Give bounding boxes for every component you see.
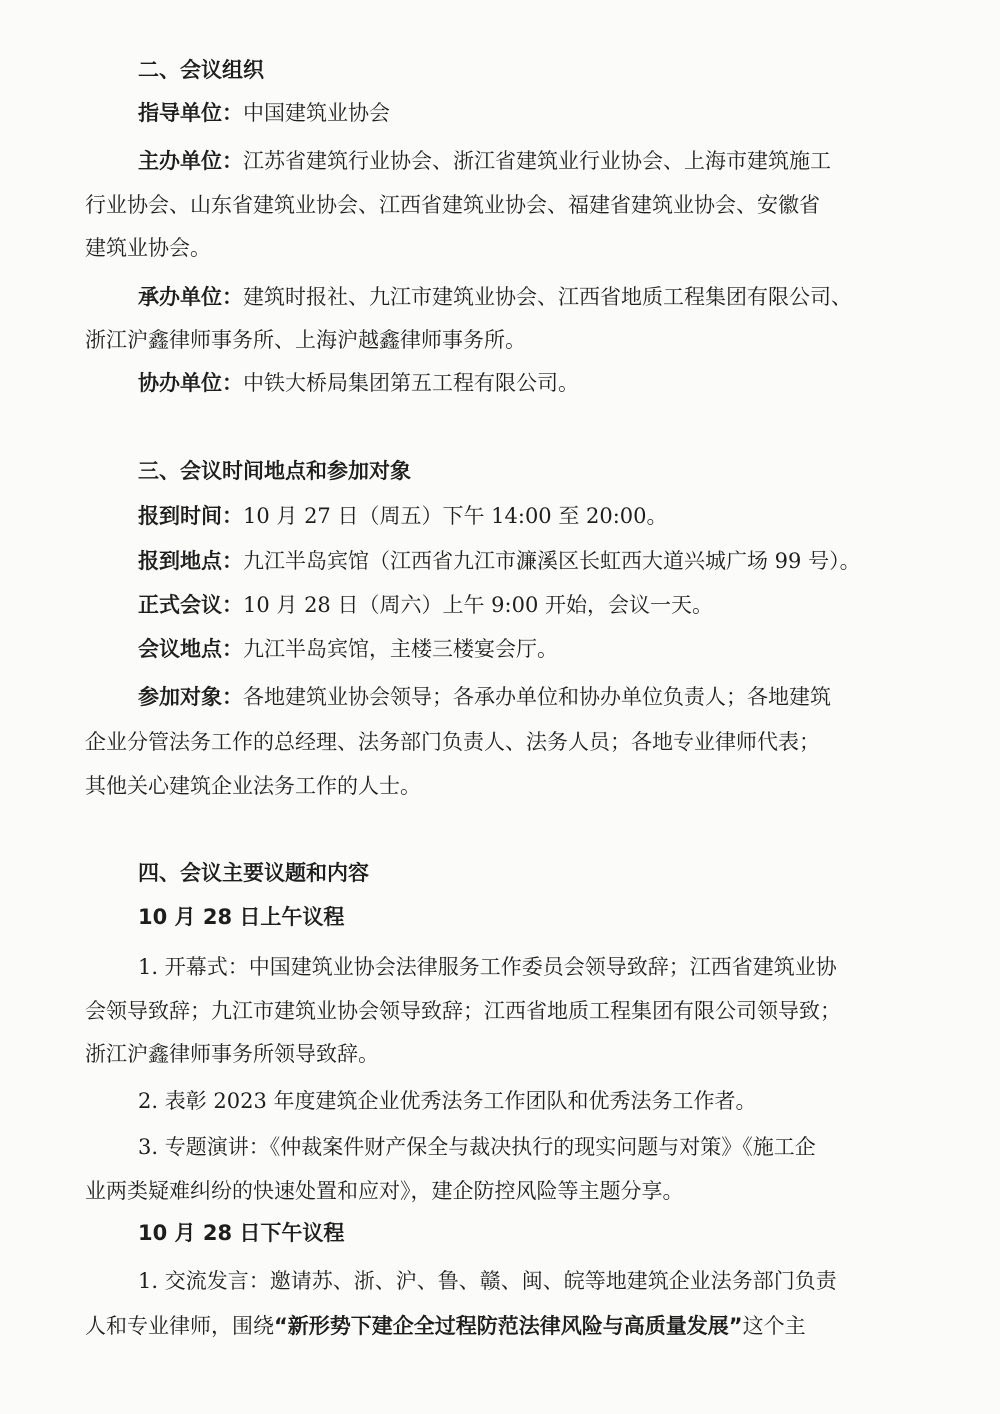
paragraph-line — [85, 1311, 806, 1341]
field-value: 九江半岛宾馆（江西省九江市濂溪区长虹西大道兴城广场 99 号）。 — [243, 549, 861, 573]
meeting-time-line — [138, 590, 713, 620]
text-run: 这个主 — [742, 1314, 806, 1338]
paragraph-line: 业两类疑难纠纷的快速处置和应对》，建企防控风险等主题分享。 — [85, 1179, 684, 1203]
paragraph-line: 会领导致辞；九江市建筑业协会领导致辞；江西省地质工程集团有限公司领导致； — [85, 999, 841, 1023]
paragraph-line: 浙江沪鑫律师事务所领导致辞。 — [85, 1042, 379, 1066]
agenda-item: 2. 表彰 2023 年度建筑企业优秀法务工作团队和优秀法务工作者。 — [138, 1089, 757, 1113]
text-run: 人和专业律师，围绕 — [85, 1314, 274, 1338]
paragraph-line: 行业协会、山东省建筑业协会、江西省建筑业协会、福建省建筑业协会、安徽省 — [85, 193, 820, 217]
venue-line — [138, 634, 558, 664]
paragraph-line: 企业分管法务工作的总经理、法务部门负责人、法务人员；各地专业律师代表； — [85, 730, 820, 754]
host-unit-line — [138, 146, 831, 176]
field-value: 中国建筑业协会 — [243, 101, 390, 125]
field-value: 江苏省建筑行业协会、浙江省建筑业行业协会、上海市建筑施工 — [243, 149, 831, 173]
checkin-place-line — [138, 546, 861, 576]
field-value: 10 月 27 日（周五）下午 14:00 至 20:00。 — [243, 504, 668, 528]
agenda-item: 3. 专题演讲：《仲裁案件财产保全与裁决执行的现实问题与对策》《施工企 — [138, 1135, 816, 1159]
paragraph-line: 其他关心建筑企业法务工作的人士。 — [85, 774, 421, 798]
field-value: 九江半岛宾馆，主楼三楼宴会厅。 — [243, 637, 558, 661]
section-heading: 四、会议主要议题和内容 — [138, 861, 369, 885]
field-value: 10 月 28 日（周六）上午 9:00 开始，会议一天。 — [243, 593, 713, 617]
field-label: 协办单位： — [138, 371, 243, 395]
field-value: 各地建筑业协会领导；各承办单位和协办单位负责人；各地建筑 — [243, 685, 831, 709]
agenda-subheading: 10 月 28 日上午议程 — [138, 905, 345, 929]
field-label: 报到地点： — [138, 549, 243, 573]
co-organizer-line — [138, 368, 579, 398]
field-label: 正式会议： — [138, 593, 243, 617]
agenda-item: 1. 开幕式：中国建筑业协会法律服务工作委员会领导致辞；江西省建筑业协 — [138, 955, 837, 979]
attendees-line — [138, 682, 831, 712]
checkin-time-line — [138, 501, 668, 531]
guide-unit-line — [138, 98, 390, 128]
agenda-subheading: 10 月 28 日下午议程 — [138, 1221, 345, 1245]
paragraph-line: 建筑业协会。 — [85, 236, 211, 260]
organizer-unit-line — [138, 282, 852, 312]
theme-emphasis: “新形势下建企全过程防范法律风险与高质量发展” — [274, 1314, 743, 1338]
field-value: 建筑时报社、九江市建筑业协会、江西省地质工程集团有限公司、 — [243, 285, 852, 309]
paragraph-line: 浙江沪鑫律师事务所、上海沪越鑫律师事务所。 — [85, 328, 526, 352]
agenda-item: 1. 交流发言：邀请苏、浙、沪、鲁、赣、闽、皖等地建筑企业法务部门负责 — [138, 1269, 837, 1293]
field-label: 主办单位： — [138, 149, 243, 173]
field-value: 中铁大桥局集团第五工程有限公司。 — [243, 371, 579, 395]
field-label: 参加对象： — [138, 685, 243, 709]
field-label: 指导单位： — [138, 101, 243, 125]
section-heading: 二、会议组织 — [138, 58, 264, 82]
section-heading: 三、会议时间地点和参加对象 — [138, 459, 411, 483]
field-label: 会议地点： — [138, 637, 243, 661]
field-label: 承办单位： — [138, 285, 243, 309]
field-label: 报到时间： — [138, 504, 243, 528]
